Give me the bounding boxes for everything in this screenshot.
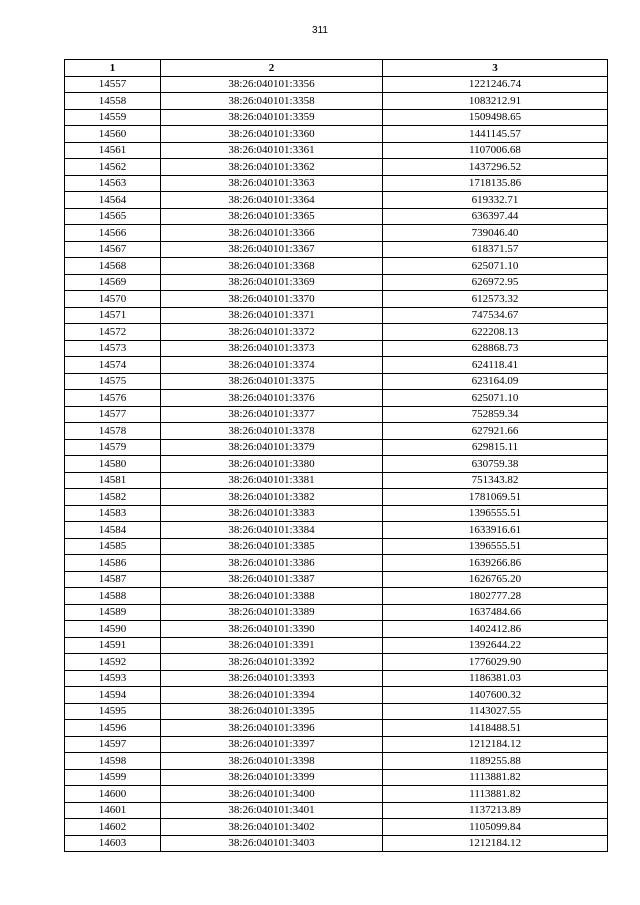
table-row xyxy=(65,802,608,819)
row-number-cell: 14603 xyxy=(65,835,161,852)
cadastral-number-cell: 38:26:040101:3362 xyxy=(161,159,383,176)
row-number-cell: 14558 xyxy=(65,93,161,110)
table-row xyxy=(65,588,608,605)
table-body xyxy=(65,76,608,852)
row-number-cell: 14589 xyxy=(65,604,161,621)
cadastral-value-cell: 625071.10 xyxy=(383,390,608,407)
table-row xyxy=(65,192,608,209)
cadastral-value-cell: 1113881.82 xyxy=(383,769,608,786)
row-number-cell: 14598 xyxy=(65,753,161,770)
table-row xyxy=(65,274,608,291)
table-row xyxy=(65,835,608,852)
cadastral-number-cell: 38:26:040101:3386 xyxy=(161,555,383,572)
table-row xyxy=(65,241,608,258)
cadastral-value-cell: 612573.32 xyxy=(383,291,608,308)
row-number-cell: 14571 xyxy=(65,307,161,324)
cadastral-value-cell: 1639266.86 xyxy=(383,555,608,572)
cadastral-number-cell: 38:26:040101:3397 xyxy=(161,736,383,753)
table-row xyxy=(65,142,608,159)
row-number-cell: 14583 xyxy=(65,505,161,522)
column-header-2: 2 xyxy=(161,60,383,77)
cadastral-value-cell: 1633916.61 xyxy=(383,522,608,539)
row-number-cell: 14570 xyxy=(65,291,161,308)
cadastral-number-cell: 38:26:040101:3402 xyxy=(161,819,383,836)
row-number-cell: 14597 xyxy=(65,736,161,753)
cadastral-number-cell: 38:26:040101:3395 xyxy=(161,703,383,720)
cadastral-value-cell: 1718135.86 xyxy=(383,175,608,192)
cadastral-value-cell: 626972.95 xyxy=(383,274,608,291)
row-number-cell: 14602 xyxy=(65,819,161,836)
cadastral-value-cell: 1441145.57 xyxy=(383,126,608,143)
cadastral-number-cell: 38:26:040101:3364 xyxy=(161,192,383,209)
cadastral-value-cell: 622208.13 xyxy=(383,324,608,341)
cadastral-value-cell: 739046.40 xyxy=(383,225,608,242)
row-number-cell: 14565 xyxy=(65,208,161,225)
row-number-cell: 14573 xyxy=(65,340,161,357)
table-row xyxy=(65,819,608,836)
cadastral-value-cell: 1221246.74 xyxy=(383,76,608,93)
cadastral-value-cell: 1781069.51 xyxy=(383,489,608,506)
cadastral-value-cell: 747534.67 xyxy=(383,307,608,324)
table-row xyxy=(65,126,608,143)
cadastral-value-cell: 625071.10 xyxy=(383,258,608,275)
cadastral-number-cell: 38:26:040101:3380 xyxy=(161,456,383,473)
cadastral-number-cell: 38:26:040101:3363 xyxy=(161,175,383,192)
row-number-cell: 14590 xyxy=(65,621,161,638)
row-number-cell: 14600 xyxy=(65,786,161,803)
row-number-cell: 14582 xyxy=(65,489,161,506)
table-row xyxy=(65,538,608,555)
table-row xyxy=(65,456,608,473)
cadastral-number-cell: 38:26:040101:3401 xyxy=(161,802,383,819)
cadastral-number-cell: 38:26:040101:3382 xyxy=(161,489,383,506)
page-number: 311 xyxy=(312,25,328,36)
cadastral-number-cell: 38:26:040101:3359 xyxy=(161,109,383,126)
row-number-cell: 14584 xyxy=(65,522,161,539)
table-row xyxy=(65,109,608,126)
row-number-cell: 14564 xyxy=(65,192,161,209)
row-number-cell: 14569 xyxy=(65,274,161,291)
cadastral-number-cell: 38:26:040101:3385 xyxy=(161,538,383,555)
cadastral-number-cell: 38:26:040101:3384 xyxy=(161,522,383,539)
row-number-cell: 14562 xyxy=(65,159,161,176)
cadastral-value-cell: 1402412.86 xyxy=(383,621,608,638)
cadastral-value-cell: 1418488.51 xyxy=(383,720,608,737)
table-row xyxy=(65,786,608,803)
table-row xyxy=(65,208,608,225)
row-number-cell: 14559 xyxy=(65,109,161,126)
table-row xyxy=(65,505,608,522)
row-number-cell: 14596 xyxy=(65,720,161,737)
row-number-cell: 14563 xyxy=(65,175,161,192)
table-row xyxy=(65,373,608,390)
table-row xyxy=(65,93,608,110)
table-header-row xyxy=(65,60,608,77)
cadastral-value-cell: 627921.66 xyxy=(383,423,608,440)
row-number-cell: 14576 xyxy=(65,390,161,407)
row-number-cell: 14557 xyxy=(65,76,161,93)
row-number-cell: 14561 xyxy=(65,142,161,159)
cadastral-number-cell: 38:26:040101:3369 xyxy=(161,274,383,291)
cadastral-value-cell: 1396555.51 xyxy=(383,538,608,555)
cadastral-value-cell: 1392644.22 xyxy=(383,637,608,654)
cadastral-value-cell: 1437296.52 xyxy=(383,159,608,176)
cadastral-number-cell: 38:26:040101:3379 xyxy=(161,439,383,456)
table-row xyxy=(65,76,608,93)
row-number-cell: 14595 xyxy=(65,703,161,720)
cadastral-value-cell: 1626765.20 xyxy=(383,571,608,588)
row-number-cell: 14572 xyxy=(65,324,161,341)
table-row xyxy=(65,472,608,489)
cadastral-value-cell: 1105099.84 xyxy=(383,819,608,836)
row-number-cell: 14577 xyxy=(65,406,161,423)
table-row xyxy=(65,604,608,621)
row-number-cell: 14588 xyxy=(65,588,161,605)
table-row xyxy=(65,423,608,440)
cadastral-number-cell: 38:26:040101:3392 xyxy=(161,654,383,671)
cadastral-number-cell: 38:26:040101:3391 xyxy=(161,637,383,654)
cadastral-value-cell: 628868.73 xyxy=(383,340,608,357)
row-number-cell: 14575 xyxy=(65,373,161,390)
cadastral-value-cell: 1107006.68 xyxy=(383,142,608,159)
row-number-cell: 14601 xyxy=(65,802,161,819)
cadastral-number-cell: 38:26:040101:3390 xyxy=(161,621,383,638)
table-row xyxy=(65,637,608,654)
cadastral-number-cell: 38:26:040101:3358 xyxy=(161,93,383,110)
row-number-cell: 14581 xyxy=(65,472,161,489)
cadastral-number-cell: 38:26:040101:3372 xyxy=(161,324,383,341)
cadastral-value-cell: 1083212.91 xyxy=(383,93,608,110)
table-row xyxy=(65,555,608,572)
table-row xyxy=(65,357,608,374)
table-row xyxy=(65,703,608,720)
table-row xyxy=(65,307,608,324)
cadastral-number-cell: 38:26:040101:3396 xyxy=(161,720,383,737)
cadastral-number-cell: 38:26:040101:3365 xyxy=(161,208,383,225)
cadastral-number-cell: 38:26:040101:3371 xyxy=(161,307,383,324)
table-row xyxy=(65,406,608,423)
row-number-cell: 14593 xyxy=(65,670,161,687)
row-number-cell: 14579 xyxy=(65,439,161,456)
table-row xyxy=(65,340,608,357)
cadastral-value-cell: 624118.41 xyxy=(383,357,608,374)
cadastral-value-cell: 751343.82 xyxy=(383,472,608,489)
cadastral-value-cell: 1189255.88 xyxy=(383,753,608,770)
column-header-3: 3 xyxy=(383,60,608,77)
cadastral-value-cell: 1802777.28 xyxy=(383,588,608,605)
row-number-cell: 14591 xyxy=(65,637,161,654)
cadastral-value-cell: 1212184.12 xyxy=(383,835,608,852)
row-number-cell: 14568 xyxy=(65,258,161,275)
cadastral-value-cell: 1776029.90 xyxy=(383,654,608,671)
table-row xyxy=(65,439,608,456)
row-number-cell: 14580 xyxy=(65,456,161,473)
cadastral-value-cell: 1212184.12 xyxy=(383,736,608,753)
table-row xyxy=(65,225,608,242)
cadastral-number-cell: 38:26:040101:3366 xyxy=(161,225,383,242)
cadastral-value-cell: 636397.44 xyxy=(383,208,608,225)
cadastral-value-cell: 1509498.65 xyxy=(383,109,608,126)
cadastral-number-cell: 38:26:040101:3377 xyxy=(161,406,383,423)
table-row xyxy=(65,571,608,588)
row-number-cell: 14578 xyxy=(65,423,161,440)
row-number-cell: 14560 xyxy=(65,126,161,143)
table-row xyxy=(65,753,608,770)
cadastral-number-cell: 38:26:040101:3403 xyxy=(161,835,383,852)
cadastral-number-cell: 38:26:040101:3370 xyxy=(161,291,383,308)
cadastral-number-cell: 38:26:040101:3368 xyxy=(161,258,383,275)
cadastral-number-cell: 38:26:040101:3394 xyxy=(161,687,383,704)
cadastral-number-cell: 38:26:040101:3387 xyxy=(161,571,383,588)
cadastral-value-cell: 630759.38 xyxy=(383,456,608,473)
cadastral-number-cell: 38:26:040101:3376 xyxy=(161,390,383,407)
cadastral-value-cell: 1186381.03 xyxy=(383,670,608,687)
row-number-cell: 14586 xyxy=(65,555,161,572)
cadastral-value-cell: 1113881.82 xyxy=(383,786,608,803)
cadastral-number-cell: 38:26:040101:3378 xyxy=(161,423,383,440)
row-number-cell: 14585 xyxy=(65,538,161,555)
table-row xyxy=(65,621,608,638)
row-number-cell: 14574 xyxy=(65,357,161,374)
cadastral-number-cell: 38:26:040101:3388 xyxy=(161,588,383,605)
table-row xyxy=(65,769,608,786)
cadastral-value-cell: 1407600.32 xyxy=(383,687,608,704)
row-number-cell: 14592 xyxy=(65,654,161,671)
cadastral-number-cell: 38:26:040101:3360 xyxy=(161,126,383,143)
cadastral-number-cell: 38:26:040101:3381 xyxy=(161,472,383,489)
cadastral-value-table xyxy=(64,59,608,852)
table-row xyxy=(65,720,608,737)
cadastral-number-cell: 38:26:040101:3393 xyxy=(161,670,383,687)
column-header-1: 1 xyxy=(65,60,161,77)
cadastral-value-cell: 629815.11 xyxy=(383,439,608,456)
cadastral-number-cell: 38:26:040101:3389 xyxy=(161,604,383,621)
cadastral-value-cell: 1396555.51 xyxy=(383,505,608,522)
cadastral-value-cell: 623164.09 xyxy=(383,373,608,390)
table-row xyxy=(65,654,608,671)
table-row xyxy=(65,175,608,192)
cadastral-value-cell: 752859.34 xyxy=(383,406,608,423)
row-number-cell: 14594 xyxy=(65,687,161,704)
cadastral-value-cell: 619332.71 xyxy=(383,192,608,209)
table-row xyxy=(65,522,608,539)
table-row xyxy=(65,390,608,407)
row-number-cell: 14566 xyxy=(65,225,161,242)
cadastral-value-cell: 618371.57 xyxy=(383,241,608,258)
cadastral-number-cell: 38:26:040101:3373 xyxy=(161,340,383,357)
table-row xyxy=(65,324,608,341)
cadastral-number-cell: 38:26:040101:3356 xyxy=(161,76,383,93)
row-number-cell: 14567 xyxy=(65,241,161,258)
cadastral-number-cell: 38:26:040101:3367 xyxy=(161,241,383,258)
table-row xyxy=(65,736,608,753)
table-row xyxy=(65,258,608,275)
table-row xyxy=(65,670,608,687)
table-row xyxy=(65,159,608,176)
cadastral-number-cell: 38:26:040101:3375 xyxy=(161,373,383,390)
row-number-cell: 14587 xyxy=(65,571,161,588)
table-row xyxy=(65,489,608,506)
cadastral-number-cell: 38:26:040101:3400 xyxy=(161,786,383,803)
cadastral-number-cell: 38:26:040101:3398 xyxy=(161,753,383,770)
row-number-cell: 14599 xyxy=(65,769,161,786)
cadastral-value-cell: 1637484.66 xyxy=(383,604,608,621)
table-row xyxy=(65,291,608,308)
cadastral-number-cell: 38:26:040101:3374 xyxy=(161,357,383,374)
cadastral-number-cell: 38:26:040101:3399 xyxy=(161,769,383,786)
cadastral-number-cell: 38:26:040101:3361 xyxy=(161,142,383,159)
cadastral-value-cell: 1143027.55 xyxy=(383,703,608,720)
table-row xyxy=(65,687,608,704)
cadastral-value-cell: 1137213.89 xyxy=(383,802,608,819)
cadastral-number-cell: 38:26:040101:3383 xyxy=(161,505,383,522)
